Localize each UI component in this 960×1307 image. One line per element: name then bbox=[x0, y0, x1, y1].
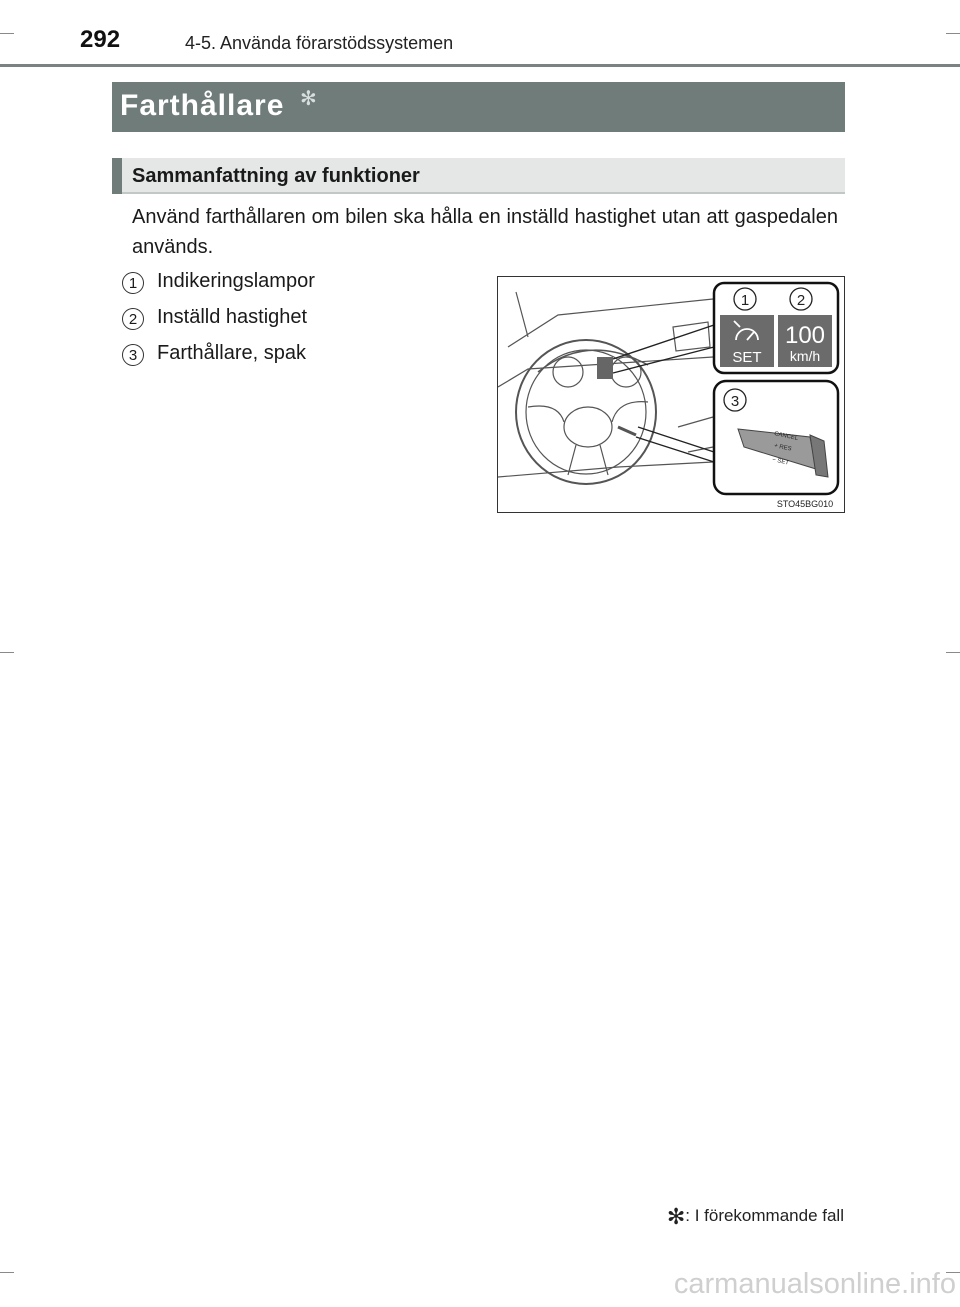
cluster-display bbox=[597, 357, 613, 379]
crop-mark bbox=[0, 33, 14, 34]
footnote-text: : I förekommande fall bbox=[685, 1206, 844, 1225]
crop-mark bbox=[0, 652, 14, 653]
item-number: 1 bbox=[122, 272, 144, 294]
speed-unit: km/h bbox=[789, 348, 821, 364]
steering-wheel bbox=[516, 340, 656, 484]
lever-label-cancel: CANCEL bbox=[773, 431, 799, 443]
lever-label-set: − SET bbox=[771, 457, 790, 467]
dashboard-illustration bbox=[498, 277, 844, 512]
cruise-control-figure bbox=[497, 276, 845, 513]
crop-mark bbox=[946, 652, 960, 653]
section-heading-bar bbox=[112, 158, 845, 194]
callout-number-text: 1 bbox=[740, 292, 750, 309]
section-accent bbox=[112, 158, 122, 194]
title-bar bbox=[112, 82, 845, 132]
asterisk-mark: ✻ bbox=[300, 88, 317, 110]
leader-line bbox=[613, 325, 714, 373]
callout-number-text: 3 bbox=[730, 393, 740, 410]
item-label: Farthållare, spak bbox=[157, 342, 306, 364]
crop-mark bbox=[0, 1272, 14, 1273]
page-title: Farthållare bbox=[120, 89, 285, 122]
gauge-left bbox=[553, 357, 583, 387]
intro-paragraph: Använd farthållaren om bilen ska hålla en inställd hastighet utan att gaspedalen används. bbox=[132, 206, 838, 258]
item-number: 3 bbox=[122, 344, 144, 366]
console-lines bbox=[678, 417, 713, 452]
figure-code: STO45BG010 bbox=[776, 499, 834, 509]
dashboard-outline bbox=[508, 299, 713, 347]
page-number: 292 bbox=[80, 26, 121, 53]
set-indicator-label: SET bbox=[732, 349, 762, 366]
header-rule bbox=[0, 64, 960, 67]
item-number: 2 bbox=[122, 308, 144, 330]
item-label: Inställd hastighet bbox=[157, 306, 308, 328]
footnote bbox=[667, 1204, 844, 1230]
callout-number-text: 2 bbox=[796, 292, 806, 309]
steering-spokes bbox=[528, 402, 648, 475]
steering-hub bbox=[564, 407, 612, 447]
lever-label-res: + RES bbox=[773, 443, 792, 453]
section-heading: Sammanfattning av funktioner bbox=[132, 165, 420, 187]
cruise-lever-small bbox=[618, 427, 636, 435]
chapter-title: 4-5. Använda förarstödssystemen bbox=[185, 33, 454, 53]
watermark: carmanualsonline.info bbox=[673, 1268, 956, 1300]
pillar-line bbox=[516, 292, 528, 337]
crop-mark bbox=[946, 33, 960, 34]
item-label: Indikeringslampor bbox=[157, 270, 315, 292]
set-speed-value: 100 bbox=[784, 322, 826, 349]
asterisk-mark: ✻ bbox=[666, 1204, 686, 1229]
